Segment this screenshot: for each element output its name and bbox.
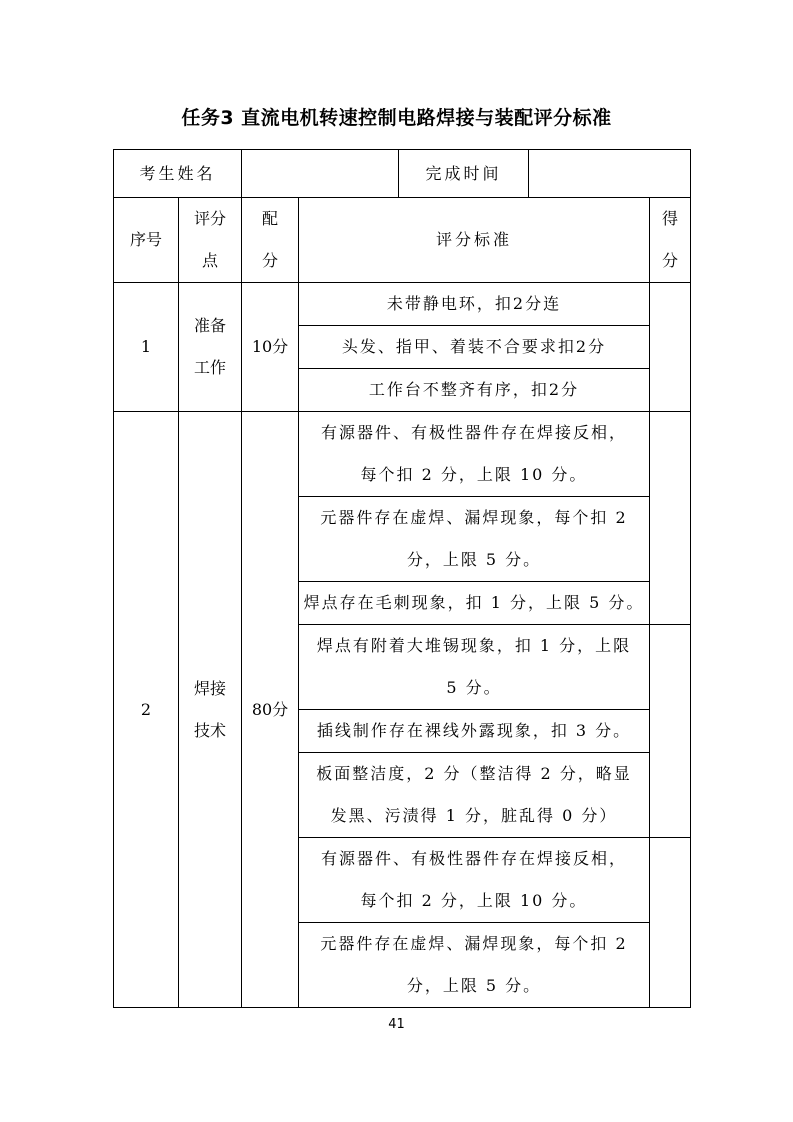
criteria-line: 每个扣 2 分，上限 10 分。	[360, 465, 588, 484]
criteria-line: 5 分。	[446, 678, 502, 697]
completion-time-field[interactable]	[529, 150, 691, 198]
criteria-cell: 头发、指甲、着装不合要求扣2分	[299, 326, 650, 369]
criteria-cell	[299, 753, 650, 838]
page-title: 任务3 直流电机转速控制电路焊接与装配评分标准	[181, 107, 612, 129]
header-scoring-point-line1: 评分	[193, 209, 226, 228]
header-scoring-point-line2: 点	[201, 251, 218, 270]
criteria-cell: 未带静电环，扣2分连	[299, 283, 650, 326]
header-no: 序号	[114, 198, 179, 283]
score-cell[interactable]	[650, 412, 691, 625]
section-2-point	[179, 412, 242, 1008]
section-1-no: 1	[114, 283, 179, 412]
criteria-cell	[299, 625, 650, 710]
header-score-line1: 得	[661, 209, 678, 228]
header-allocated-line1: 配	[261, 209, 278, 228]
page-number: 41	[388, 1017, 405, 1032]
candidate-name-field[interactable]	[242, 150, 399, 198]
section-2-point-line2: 技术	[193, 720, 226, 740]
section-1-row	[114, 283, 691, 326]
section-1-point-line1: 准备	[193, 316, 226, 335]
section-1-alloc: 10分	[242, 283, 299, 412]
criteria-line: 每个扣 2 分，上限 10 分。	[360, 891, 588, 910]
section-2-no: 2	[114, 412, 179, 1008]
section-1-point	[179, 283, 242, 412]
header-score-line2: 分	[661, 251, 678, 270]
completion-time-label: 完成时间	[399, 150, 529, 198]
section-2-point-line1: 焊接	[193, 678, 226, 698]
section-2-alloc: 80分	[242, 412, 299, 1008]
criteria-cell: 焊点存在毛刺现象，扣 1 分，上限 5 分。	[299, 582, 650, 625]
header-allocated-line2: 分	[261, 251, 278, 270]
criteria-cell	[299, 838, 650, 923]
info-row	[114, 150, 691, 198]
score-cell[interactable]	[650, 283, 691, 412]
criteria-line: 分，上限 5 分。	[406, 976, 542, 995]
criteria-cell	[299, 412, 650, 497]
criteria-line: 板面整洁度，2 分（整洁得 2 分，略显	[316, 764, 632, 783]
scoring-table	[113, 149, 691, 1008]
header-row	[114, 198, 691, 283]
criteria-line: 元器件存在虚焊、漏焊现象，每个扣 2	[320, 508, 628, 527]
header-criteria: 评分标准	[299, 198, 650, 283]
criteria-line: 分，上限 5 分。	[406, 550, 542, 569]
criteria-line: 元器件存在虚焊、漏焊现象，每个扣 2	[320, 934, 628, 953]
section-2-row	[114, 412, 691, 497]
candidate-name-label: 考生姓名	[114, 150, 242, 198]
header-score	[650, 198, 691, 283]
header-allocated-points	[242, 198, 299, 283]
header-scoring-point	[179, 198, 242, 283]
criteria-cell	[299, 497, 650, 582]
section-1-point-line2: 工作	[193, 358, 226, 377]
criteria-cell: 插线制作存在裸线外露现象，扣 3 分。	[299, 710, 650, 753]
criteria-cell: 工作台不整齐有序，扣2分	[299, 369, 650, 412]
criteria-line: 发黑、污渍得 1 分，脏乱得 0 分）	[330, 806, 618, 825]
score-cell[interactable]	[650, 838, 691, 1008]
criteria-line: 有源器件、有极性器件存在焊接反相，	[320, 849, 627, 868]
criteria-line: 焊点有附着大堆锡现象，扣 1 分，上限	[316, 636, 632, 655]
criteria-line: 有源器件、有极性器件存在焊接反相，	[320, 423, 627, 442]
score-cell[interactable]	[650, 625, 691, 838]
criteria-cell	[299, 923, 650, 1008]
